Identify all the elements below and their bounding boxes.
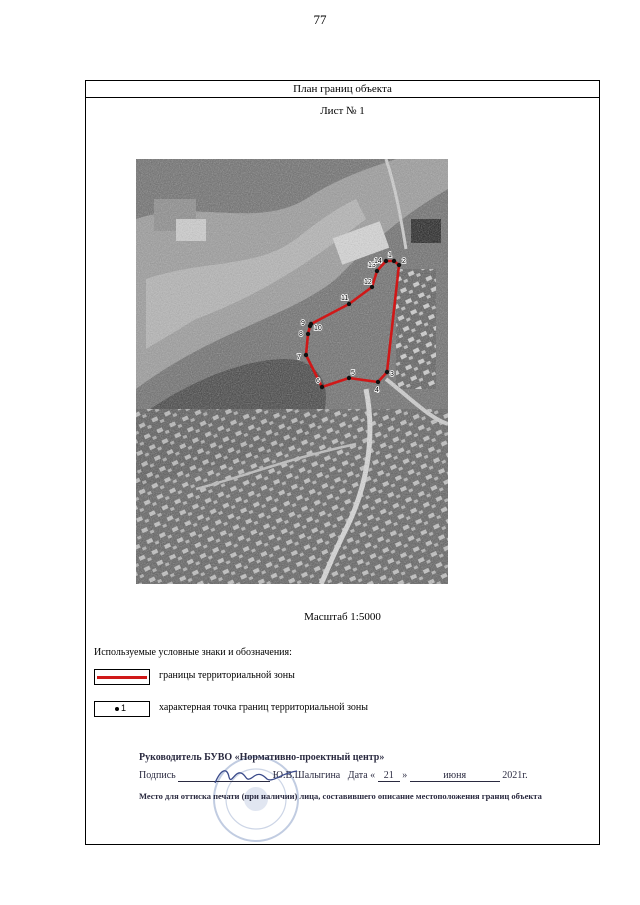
frame-header-title: План границ объекта [86, 81, 599, 98]
handwritten-signature [211, 763, 301, 789]
date-day: 21 [378, 770, 400, 782]
boundary-point-label-10: 10 [314, 325, 322, 332]
boundary-point-label-6: 6 [316, 378, 320, 385]
legend-title: Используемые условные знаки и обозначения: [94, 647, 292, 658]
boundary-point-label-5: 5 [351, 370, 355, 377]
legend-point-label: 1 [121, 703, 127, 713]
boundary-point-label-2: 2 [402, 258, 406, 265]
boundary-point-label-14: 14 [374, 258, 382, 265]
boundary-point-label-13: 13 [368, 262, 376, 269]
boundary-point-label-9: 9 [301, 320, 305, 327]
legend-symbol-red-line [94, 669, 150, 685]
boundary-point-13 [375, 269, 379, 273]
boundary-point-label-8: 8 [299, 331, 303, 338]
role-line: Руководитель БУВО «Нормативно-проектный центр» [139, 752, 385, 763]
document-frame [85, 80, 600, 845]
boundary-point-3 [385, 370, 389, 374]
boundary-point-label-3: 3 [390, 371, 394, 378]
boundary-point-label-12: 12 [364, 279, 372, 286]
point-icon [115, 707, 119, 711]
aerial-map-image [136, 159, 448, 584]
page-number: 77 [313, 12, 327, 27]
boundary-point-10 [309, 322, 313, 326]
boundary-point-14 [384, 259, 388, 263]
boundary-point-label-4: 4 [375, 387, 379, 394]
sign-line [139, 770, 528, 782]
place-line: Место для оттиска печати (при наличии) лица, составившего описание местоположения границ объекта [139, 791, 542, 801]
aerial-map [136, 159, 448, 584]
boundary-point-11 [347, 302, 351, 306]
date-month: июня [410, 770, 500, 782]
scale-label: Масштаб 1:5000 [304, 611, 381, 623]
signature-block [121, 736, 591, 841]
sign-label: Подпись [139, 770, 176, 781]
date-sep: » [402, 770, 408, 781]
boundary-point-label-11: 11 [341, 295, 349, 302]
boundary-point-7 [304, 353, 308, 357]
date-label: Дата « [347, 770, 376, 781]
red-line-icon [97, 676, 147, 679]
date-year: 2021г. [502, 770, 528, 781]
boundary-point-1 [392, 259, 396, 263]
legend-symbol-point [94, 701, 150, 717]
signer-name: Ю.В.Шалыгина [272, 770, 341, 781]
boundary-point-label-1: 1 [388, 252, 392, 259]
legend-text-boundary: границы территориальной зоны [159, 670, 295, 681]
boundary-point-6 [320, 385, 324, 389]
boundary-point-8 [306, 332, 310, 336]
legend-text-point: характерная точка границ территориальной зоны [159, 702, 368, 713]
boundary-point-2 [397, 263, 401, 267]
sheet-label: Лист № 1 [320, 105, 365, 117]
boundary-point-4 [376, 380, 380, 384]
boundary-point-label-7: 7 [297, 354, 301, 361]
